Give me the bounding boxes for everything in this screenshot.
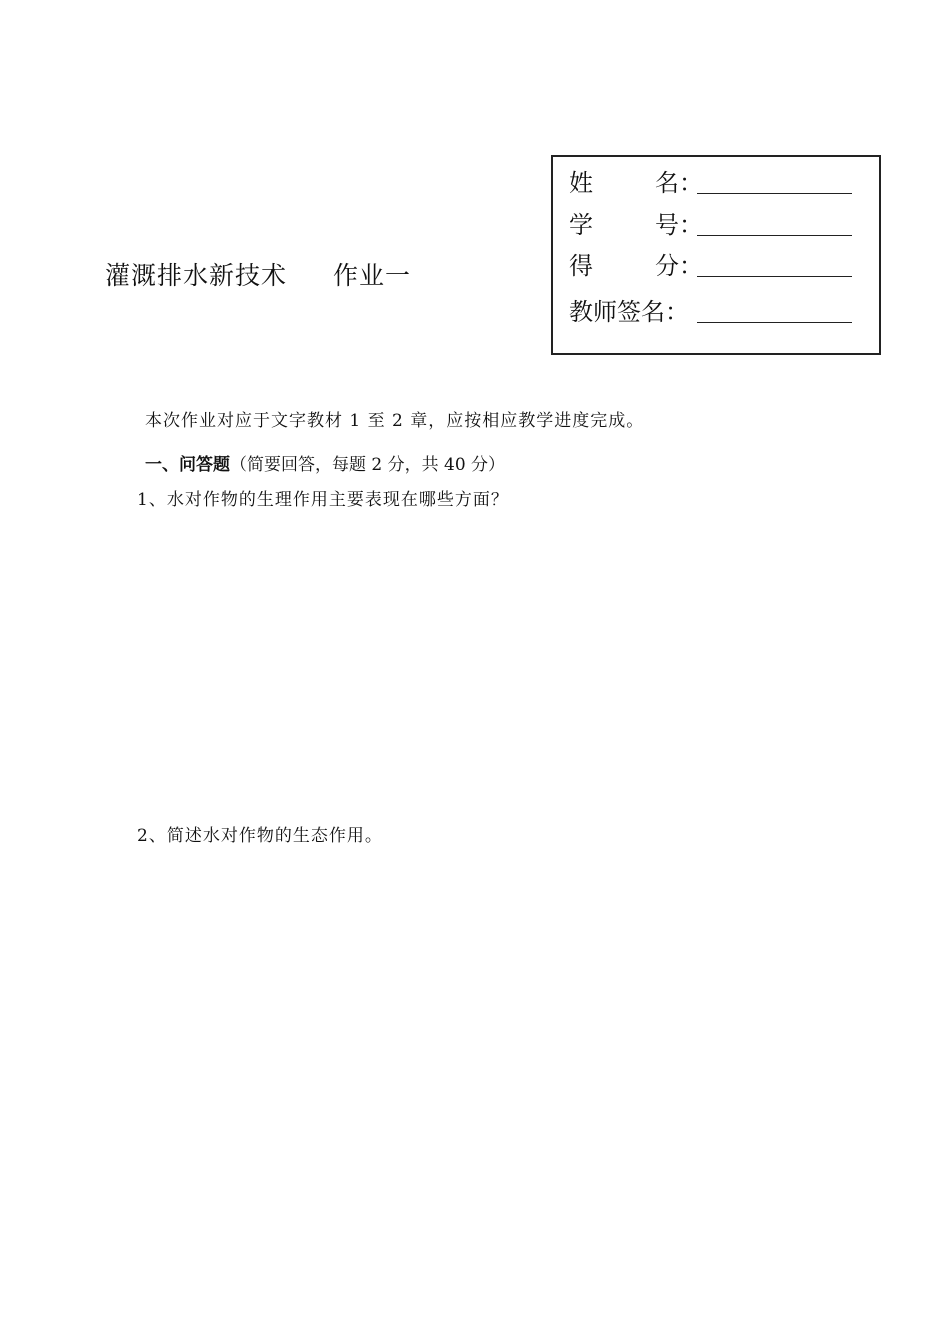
student-id-blank-line[interactable] xyxy=(697,235,852,236)
section-heading xyxy=(145,450,505,475)
teacher-signature-blank-line[interactable] xyxy=(697,322,852,323)
name-label: 姓 名 xyxy=(569,169,679,197)
assignment-title: 作业一 xyxy=(333,261,412,290)
student-id-row xyxy=(569,209,703,241)
intro-text: 本次作业对应于文字教材 1 至 2 章，应按相应教学进度完成。 xyxy=(145,411,645,431)
course-title: 灌溉排水新技术 xyxy=(105,261,288,290)
name-colon: ： xyxy=(679,169,703,197)
score-colon: ： xyxy=(679,252,703,280)
question-2: 2、简述水对作物的生态作用。 xyxy=(137,826,383,846)
score-label: 得 分 xyxy=(569,252,679,280)
teacher-signature-label: 教师签名 xyxy=(569,298,665,326)
section-heading-note: （简要回答，每题 2 分，共 40 分） xyxy=(230,455,506,475)
name-row xyxy=(569,167,703,199)
section-heading-title: 一、问答题 xyxy=(145,455,230,475)
student-id-colon: ： xyxy=(679,211,703,239)
score-row xyxy=(569,250,703,282)
teacher-signature-row xyxy=(569,296,689,328)
student-id-label: 学 号 xyxy=(569,211,679,239)
question-1: 1、水对作物的生理作用主要表现在哪些方面？ xyxy=(137,490,509,510)
document-title xyxy=(105,256,411,292)
teacher-signature-colon: ： xyxy=(665,298,689,326)
name-blank-line[interactable] xyxy=(697,193,852,194)
score-blank-line[interactable] xyxy=(697,276,852,277)
student-info-box xyxy=(551,155,881,355)
